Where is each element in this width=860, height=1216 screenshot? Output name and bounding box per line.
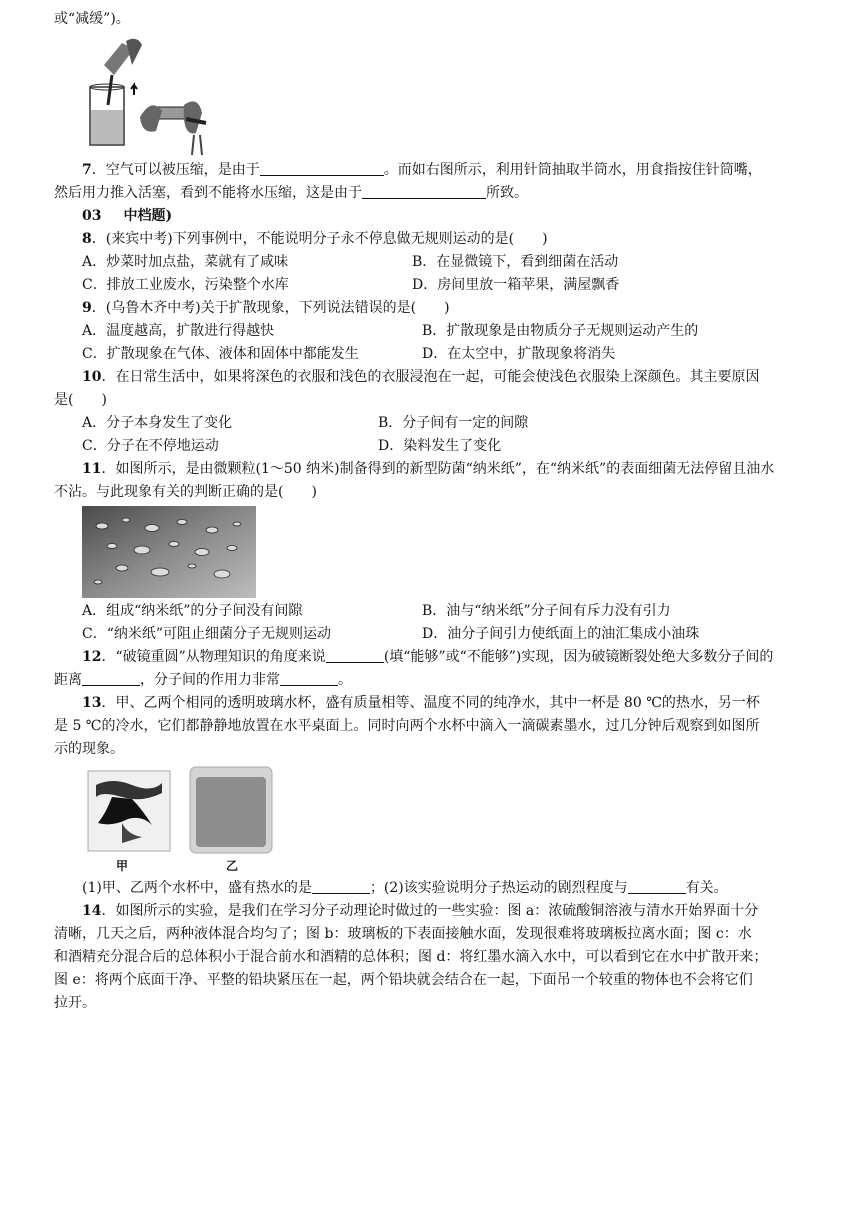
blank-13b[interactable] [628, 878, 686, 894]
question-7-number: 7 [82, 162, 92, 178]
blank-12b[interactable] [82, 670, 140, 686]
top-line: 或“减缓”)。 [54, 11, 130, 27]
option-9c[interactable]: C．扩散现象在气体、液体和固体中都能发生 [82, 346, 359, 362]
question-14-line-5: 拉开。 [54, 995, 96, 1011]
question-10-stem: 10．在日常生活中，如果将深色的衣服和浅色的衣服浸泡在一起，可能会使浅色衣服染上深颜色。其主要原因 [82, 369, 760, 385]
blank-12a[interactable] [326, 647, 384, 663]
blank-12c[interactable] [280, 670, 338, 686]
question-13-sub: (1)甲、乙两个水杯中，盛有热水的是 ；(2)该实验说明分子热运动的剧烈程度与 有关。 [82, 880, 728, 896]
option-10d[interactable]: D．染料发生了变化 [378, 438, 502, 454]
nano-paper-photo [82, 506, 256, 598]
option-8a[interactable]: A．炒菜时加点盐，菜就有了咸味 [82, 254, 289, 270]
option-10a[interactable]: A．分子本身发生了变化 [82, 415, 233, 431]
question-11-options-row-2 [54, 623, 810, 646]
option-9a[interactable]: A．温度越高，扩散进行得越快 [82, 323, 275, 339]
question-11-stem: 11．如图所示，是由微颗粒(1～50 纳米)制备得到的新型防菌“纳米纸”，在“纳米纸”的表面细菌无法停留且油水 [82, 461, 775, 477]
caption-jia: 甲 [116, 859, 129, 873]
blank-13a[interactable] [312, 878, 370, 894]
question-9-options-row-1 [54, 320, 810, 343]
question-14-line-2: 清晰，几天之后，两种液体混合均匀了；图 b：玻璃板的下表面接触水面，发现很难将玻璃板拉离水面；图 c：水 [54, 926, 752, 942]
question-8-options-row-2 [54, 274, 810, 297]
option-10c[interactable]: C．分子在不停地运动 [82, 438, 219, 454]
question-9-options-row-2 [54, 343, 810, 366]
question-7-line-2: 然后用力推入活塞，看到不能将水压缩，这是由于 所致。 [54, 185, 528, 201]
option-10b[interactable]: B．分子间有一定的间隙 [378, 415, 529, 431]
section-heading: 03 中档题) [82, 208, 173, 224]
question-13-stem-3: 示的现象。 [54, 741, 124, 757]
question-14-line-4: 图 e：将两个底面干净、平整的铅块紧压在一起，两个铅块就会结合在一起，下面吊一个较重的物体也不会将它们 [54, 972, 753, 988]
question-11-stem-2: 不沾。与此现象有关的判断正确的是( ) [54, 484, 317, 500]
question-10-options-row-1 [54, 412, 810, 435]
water-droplets-image [82, 506, 256, 598]
question-13-stem: 13．甲、乙两个相同的透明玻璃水杯，盛有质量相等、温度不同的纯净水，其中一杯是 80 ℃的热水，另一杯 [82, 695, 760, 711]
option-11c[interactable]: C．“纳米纸”可阻止细菌分子无规则运动 [82, 626, 332, 642]
question-9-stem: 9．(乌鲁木齐中考)关于扩散现象，下列说法错误的是( ) [82, 300, 450, 316]
ink-cups-figure [82, 763, 282, 875]
question-10-stem-2: 是( ) [54, 392, 107, 408]
option-11a[interactable]: A．组成“纳米纸”的分子间没有间隙 [82, 603, 303, 619]
question-12-line-2: 距离 ，分子间的作用力非常 。 [54, 672, 352, 688]
option-8d[interactable]: D．房间里放一箱苹果，满屋飘香 [412, 277, 620, 293]
option-9b[interactable]: B．扩散现象是由物质分子无规则运动产生的 [422, 323, 699, 339]
question-8-options-row-1 [54, 251, 810, 274]
syringe-figure [82, 35, 212, 157]
ink-cups-illustration [82, 763, 282, 859]
option-11b[interactable]: B．油与“纳米纸”分子间有斥力没有引力 [422, 603, 671, 619]
option-8b[interactable]: B．在显微镜下，看到细菌在活动 [412, 254, 619, 270]
question-14-line-1: 14．如图所示的实验，是我们在学习分子动理论时做过的一些实验：图 a：浓硫酸铜溶液与清水开始界面十分 [82, 903, 759, 919]
question-13-stem-2: 是 5 ℃的冷水，它们都静静地放置在水平桌面上。同时向两个水杯中滴入一滴碳素墨水，过几分钟后观察到如图所 [54, 718, 760, 734]
question-11-options-row-1 [54, 600, 810, 623]
question-7-line-1: 7．空气可以被压缩，是由于 。而如右图所示，利用针筒抽取半筒水，用食指按住针筒嘴， [82, 162, 762, 178]
worksheet-page [54, 11, 810, 1015]
question-8-stem: 8．(来宾中考)下列事例中，不能说明分子永不停息做无规则运动的是( ) [82, 231, 548, 247]
syringe-illustration [82, 35, 212, 157]
option-11d[interactable]: D．油分子间引力使纸面上的油汇集成小油珠 [422, 626, 700, 642]
option-8c[interactable]: C．排放工业废水，污染整个水库 [82, 277, 289, 293]
blank-7a[interactable] [260, 160, 384, 176]
question-10-options-row-2 [54, 435, 810, 458]
question-12-line-1: 12．“破镜重圆”从物理知识的角度来说 (填“能够”或“不能够”)实现，因为破镜断裂处绝大多数分子间的 [82, 649, 774, 665]
option-9d[interactable]: D．在太空中，扩散现象将消失 [422, 346, 616, 362]
blank-7b[interactable] [362, 183, 486, 199]
question-14-line-3: 和酒精充分混合后的总体积小于混合前水和酒精的总体积；图 d：将红墨水滴入水中，可以看到它在水中扩散开来； [54, 949, 768, 965]
caption-yi: 乙 [226, 859, 239, 873]
